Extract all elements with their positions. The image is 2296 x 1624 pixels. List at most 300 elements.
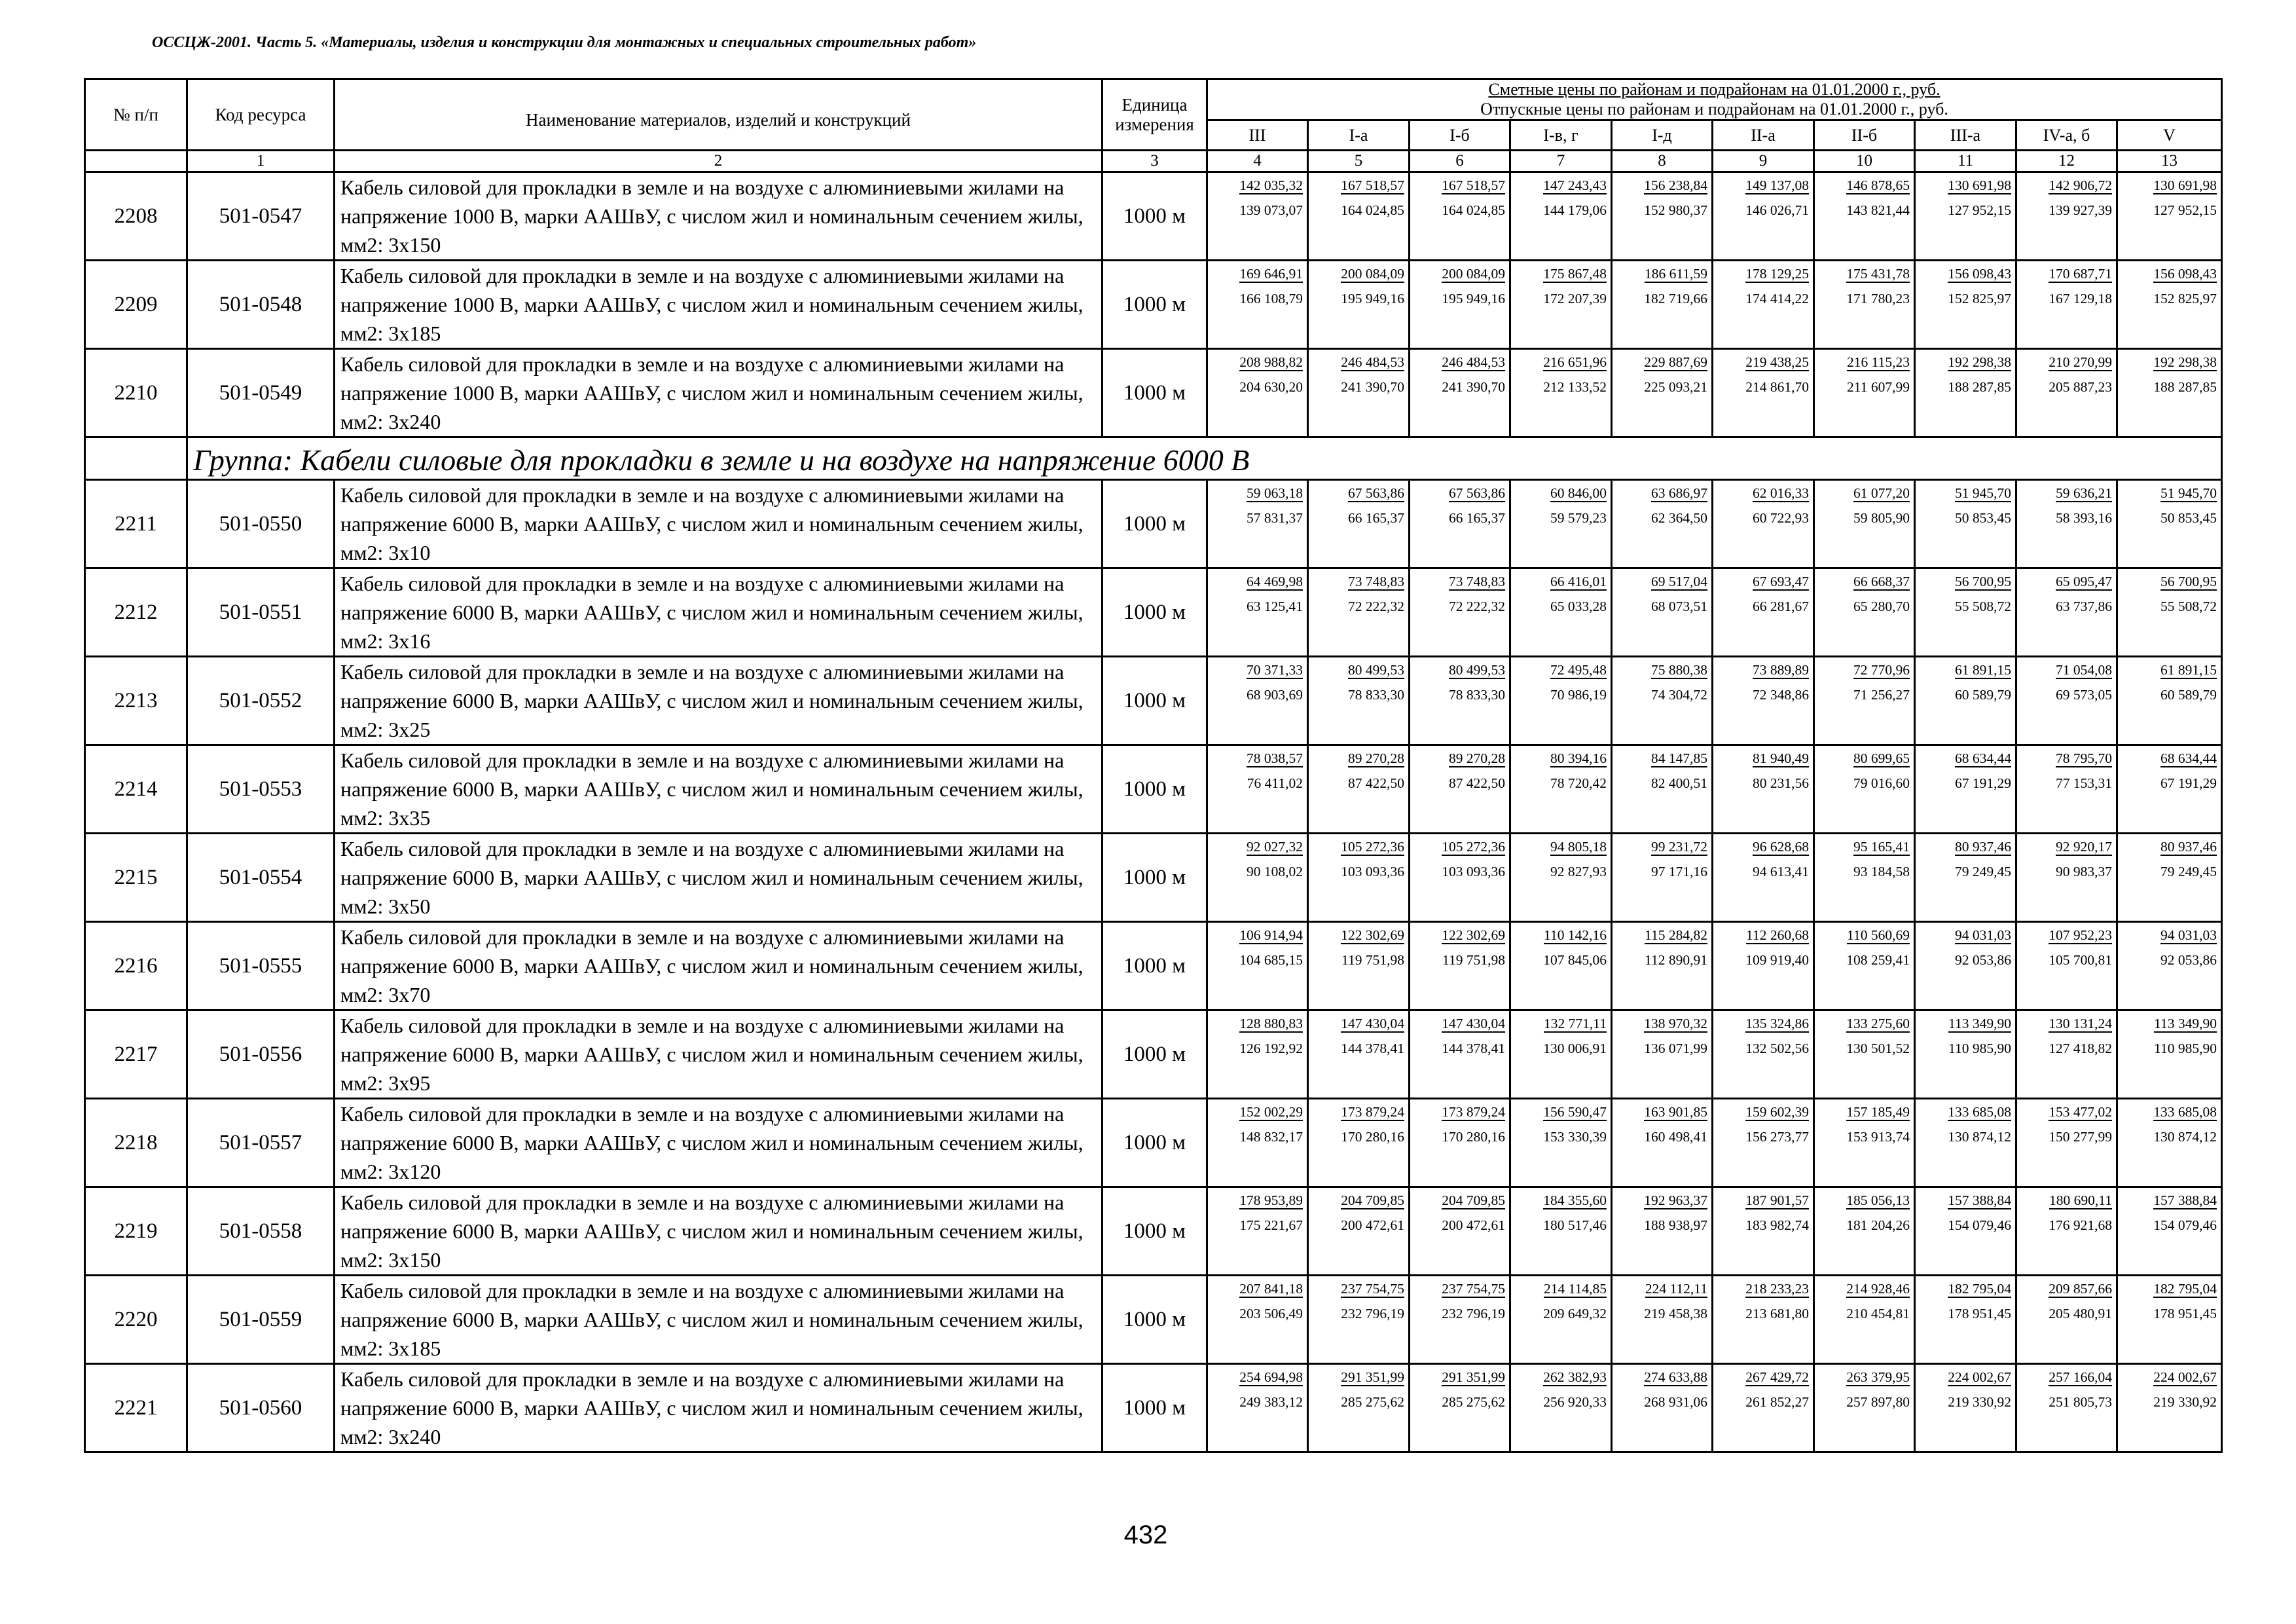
estimated-price	[1512, 1102, 1607, 1122]
estimated-price-value: 209 857,66	[2049, 1281, 2112, 1297]
estimated-price-value: 291 351,99	[1442, 1369, 1505, 1385]
estimated-price	[1816, 925, 1910, 945]
region-header: V	[2117, 120, 2222, 151]
estimated-price-value: 59 063,18	[1247, 485, 1303, 501]
estimated-price-value: 152 002,29	[1239, 1104, 1303, 1120]
estimated-price	[2119, 660, 2217, 680]
release-price: 126 192,92	[1239, 1041, 1303, 1056]
release-price: 68 903,69	[1247, 687, 1303, 703]
price-cell	[1915, 568, 2016, 657]
estimated-price-value: 156 590,47	[1543, 1104, 1607, 1120]
price-cell	[1713, 1099, 1814, 1187]
estimated-price-value: 94 805,18	[1550, 839, 1607, 855]
estimated-price-value: 147 430,04	[1442, 1016, 1505, 1031]
estimated-price	[2119, 925, 2217, 945]
price-cell	[1308, 480, 1410, 568]
price-cell	[1308, 172, 1410, 261]
estimated-price-value: 147 243,43	[1543, 177, 1607, 193]
table-row	[85, 922, 2222, 1010]
estimated-price	[2119, 1190, 2217, 1210]
estimated-price	[1816, 1279, 1910, 1299]
column-number-empty	[85, 151, 187, 172]
release-price: 180 517,46	[1543, 1217, 1607, 1233]
region-header: I-д	[1612, 120, 1713, 151]
unit-of-measure: 1000 м	[1102, 922, 1207, 1010]
unit-of-measure: 1000 м	[1102, 1364, 1207, 1452]
column-number: 10	[1814, 151, 1915, 172]
price-cell	[1612, 1364, 1713, 1452]
estimated-price-value: 60 846,00	[1550, 485, 1607, 501]
release-price: 225 093,21	[1644, 379, 1707, 395]
estimated-price-value: 64 469,98	[1247, 574, 1303, 589]
estimated-price	[2018, 483, 2112, 503]
release-price: 175 221,67	[1239, 1217, 1303, 1233]
price-cell	[1814, 1187, 1915, 1276]
resource-code: 501-0556	[187, 1010, 335, 1099]
estimated-price	[2119, 837, 2217, 857]
release-price: 219 458,38	[1644, 1306, 1707, 1321]
release-price: 76 411,02	[1247, 775, 1303, 791]
material-name: Кабель силовой для прокладки в земле и на воздухе с алюминиевыми жилами на напряжение 6000 В, марки ААШвУ, с числом жил и номинальным сечением жилы, мм2: 3х185	[335, 1276, 1102, 1364]
estimated-price-value: 59 636,21	[2056, 485, 2112, 501]
release-price: 72 348,86	[1753, 687, 1809, 703]
rows-1000v	[85, 172, 2222, 437]
price-cell	[2016, 1364, 2117, 1452]
row-number: 2219	[85, 1187, 187, 1276]
estimated-price	[2018, 352, 2112, 372]
estimated-price-value: 257 166,04	[2049, 1369, 2112, 1385]
material-name: Кабель силовой для прокладки в земле и на воздухе с алюминиевыми жилами на напряжение 1000 В, марки ААШвУ, с числом жил и номинальным сечением жилы, мм2: 3х185	[335, 261, 1102, 349]
price-cell	[1713, 922, 1814, 1010]
price-cell	[2016, 349, 2117, 437]
estimated-price	[1715, 572, 1809, 591]
column-number: 8	[1612, 151, 1713, 172]
release-price: 80 231,56	[1753, 775, 1809, 791]
release-price: 67 191,29	[2160, 775, 2217, 791]
estimated-price-value: 224 002,67	[2153, 1369, 2217, 1385]
price-cell	[2117, 172, 2222, 261]
estimated-price	[1310, 925, 1404, 945]
price-cell	[1814, 261, 1915, 349]
estimated-price-value: 112 260,68	[1746, 927, 1809, 943]
unit-of-measure: 1000 м	[1102, 834, 1207, 922]
release-price: 109 919,40	[1745, 952, 1809, 968]
release-price: 119 751,98	[1442, 952, 1505, 968]
price-cell	[1308, 1187, 1410, 1276]
estimated-price	[1412, 1014, 1505, 1033]
release-price: 66 281,67	[1753, 599, 1809, 614]
price-cell	[1308, 568, 1410, 657]
price-cell	[2117, 261, 2222, 349]
release-price: 67 191,29	[1955, 775, 2011, 791]
estimated-price	[1412, 1279, 1505, 1299]
release-price: 183 982,74	[1745, 1217, 1809, 1233]
release-price: 92 053,86	[1955, 952, 2011, 968]
estimated-price	[2119, 1279, 2217, 1299]
release-price: 257 897,80	[1846, 1394, 1910, 1410]
estimated-price	[1209, 925, 1303, 945]
estimated-price-value: 200 084,09	[1442, 266, 1505, 282]
estimated-price-value: 113 349,90	[1948, 1016, 2011, 1031]
price-cell	[2016, 1010, 2117, 1099]
estimated-price-value: 219 438,25	[1745, 354, 1809, 370]
price-cell	[1814, 1276, 1915, 1364]
price-cell	[1713, 261, 1814, 349]
price-cell	[1410, 834, 1510, 922]
row-number: 2217	[85, 1010, 187, 1099]
release-price: 90 108,02	[1247, 864, 1303, 879]
price-cell	[1308, 1099, 1410, 1187]
release-price: 172 207,39	[1543, 291, 1607, 306]
estimated-price	[2018, 1279, 2112, 1299]
price-cell	[1308, 1364, 1410, 1452]
price-cell	[1713, 480, 1814, 568]
estimated-price-value: 180 690,11	[2049, 1192, 2112, 1208]
estimated-price	[1310, 483, 1404, 503]
unit-of-measure: 1000 м	[1102, 745, 1207, 834]
estimated-price-value: 216 115,23	[1847, 354, 1910, 370]
release-price: 63 125,41	[1247, 599, 1303, 614]
estimated-price-value: 170 687,71	[2049, 266, 2112, 282]
estimated-price-value: 62 016,33	[1753, 485, 1809, 501]
release-price: 87 422,50	[1449, 775, 1505, 791]
release-price: 171 780,23	[1846, 291, 1910, 306]
estimated-price	[1816, 1102, 1910, 1122]
estimated-price-value: 192 298,38	[2153, 354, 2217, 370]
estimated-price	[1917, 175, 2011, 195]
release-price: 210 454,81	[1846, 1306, 1910, 1321]
resource-code: 501-0548	[187, 261, 335, 349]
price-cell	[2117, 1276, 2222, 1364]
estimated-price-value: 115 284,82	[1645, 927, 1707, 943]
price-cell	[1410, 1099, 1510, 1187]
price-cell	[1207, 1187, 1308, 1276]
estimated-price-value: 178 129,25	[1745, 266, 1809, 282]
estimated-price	[1310, 660, 1404, 680]
unit-of-measure: 1000 м	[1102, 657, 1207, 745]
estimated-price-value: 73 748,83	[1348, 574, 1404, 589]
price-cell	[1915, 261, 2016, 349]
resource-code: 501-0559	[187, 1276, 335, 1364]
release-price: 178 951,45	[2153, 1306, 2217, 1321]
estimated-price-value: 72 495,48	[1550, 662, 1607, 678]
material-name: Кабель силовой для прокладки в земле и на воздухе с алюминиевыми жилами на напряжение 6000 В, марки ААШвУ, с числом жил и номинальным сечением жилы, мм2: 3х150	[335, 1187, 1102, 1276]
estimated-price-value: 214 114,85	[1544, 1281, 1607, 1297]
estimated-price-value: 167 518,57	[1442, 177, 1505, 193]
estimated-price-value: 185 056,13	[1846, 1192, 1910, 1208]
release-price: 68 073,51	[1651, 599, 1707, 614]
estimated-price-value: 92 027,32	[1247, 839, 1303, 855]
release-price: 143 821,44	[1846, 202, 1910, 218]
row-number: 2211	[85, 480, 187, 568]
estimated-price-value: 169 646,91	[1239, 266, 1303, 282]
price-cell	[2016, 1276, 2117, 1364]
resource-code: 501-0551	[187, 568, 335, 657]
release-price: 170 280,16	[1442, 1129, 1505, 1145]
price-cell	[1410, 568, 1510, 657]
estimated-price	[1209, 1102, 1303, 1122]
release-price: 152 980,37	[1644, 202, 1707, 218]
estimated-price	[2018, 660, 2112, 680]
estimated-price	[1310, 175, 1404, 195]
estimated-price-value: 146 878,65	[1846, 177, 1910, 193]
release-price: 72 222,32	[1449, 599, 1505, 614]
release-price: 205 480,91	[2049, 1306, 2112, 1321]
estimated-price	[1917, 837, 2011, 857]
material-name: Кабель силовой для прокладки в земле и на воздухе с алюминиевыми жилами на напряжение 6000 В, марки ААШвУ, с числом жил и номинальным сечением жилы, мм2: 3х95	[335, 1010, 1102, 1099]
release-price: 268 931,06	[1644, 1394, 1707, 1410]
price-cell	[1612, 1276, 1713, 1364]
estimated-price	[1816, 175, 1910, 195]
estimated-price-value: 122 302,69	[1442, 927, 1505, 943]
estimated-price-value: 78 038,57	[1247, 750, 1303, 766]
release-price: 178 951,45	[1948, 1306, 2011, 1321]
release-price: 160 498,41	[1644, 1129, 1707, 1145]
estimated-price-value: 262 382,93	[1543, 1369, 1607, 1385]
estimated-price-value: 65 095,47	[2056, 574, 2112, 589]
price-cell	[1410, 349, 1510, 437]
estimated-price	[1512, 1014, 1607, 1033]
release-price: 209 649,32	[1543, 1306, 1607, 1321]
release-price: 136 071,99	[1644, 1041, 1707, 1056]
estimated-price-value: 163 901,85	[1644, 1104, 1707, 1120]
price-cell	[1207, 745, 1308, 834]
estimated-price	[1816, 1367, 1910, 1387]
estimated-price-value: 142 906,72	[2049, 177, 2112, 193]
estimated-price	[2119, 1014, 2217, 1033]
release-price: 195 949,16	[1341, 291, 1404, 306]
table-row	[85, 745, 2222, 834]
release-price: 69 573,05	[2056, 687, 2112, 703]
row-number: 2218	[85, 1099, 187, 1187]
estimated-price	[1412, 264, 1505, 284]
header-n: № п/п	[85, 79, 187, 151]
price-cell	[2016, 261, 2117, 349]
estimated-price	[1614, 748, 1707, 768]
estimated-price-value: 75 880,38	[1651, 662, 1707, 678]
price-cell	[1915, 349, 2016, 437]
release-price: 176 921,68	[2049, 1217, 2112, 1233]
estimated-price	[1917, 1102, 2011, 1122]
estimated-price-value: 208 988,82	[1239, 354, 1303, 370]
release-price: 213 681,80	[1745, 1306, 1809, 1321]
estimated-price	[1209, 264, 1303, 284]
price-cell	[1308, 745, 1410, 834]
estimated-price	[1512, 748, 1607, 768]
estimated-price	[1412, 572, 1505, 591]
estimated-price	[1614, 572, 1707, 591]
header-prices-estimated: Сметные цены по районам и подрайонам на 01.01.2000 г., руб.	[1488, 80, 1941, 99]
estimated-price-value: 96 628,68	[1753, 839, 1809, 855]
price-cell	[1308, 834, 1410, 922]
estimated-price	[1412, 1102, 1505, 1122]
release-price: 144 378,41	[1442, 1041, 1505, 1056]
price-cell	[1915, 1099, 2016, 1187]
release-price: 59 579,23	[1550, 510, 1607, 526]
release-price: 130 501,52	[1846, 1041, 1910, 1056]
estimated-price-value: 128 880,83	[1239, 1016, 1303, 1031]
price-cell	[1207, 261, 1308, 349]
estimated-price	[1816, 264, 1910, 284]
unit-of-measure: 1000 м	[1102, 1010, 1207, 1099]
estimated-price-value: 182 795,04	[2153, 1281, 2217, 1297]
estimated-price-value: 78 795,70	[2056, 750, 2112, 766]
table-row	[85, 1364, 2222, 1452]
estimated-price	[1614, 1102, 1707, 1122]
group-title: Группа: Кабели силовые для прокладки в земле и на воздухе на напряжение 6000 В	[187, 437, 2222, 480]
estimated-price	[2018, 837, 2112, 857]
table-row	[85, 834, 2222, 922]
estimated-price	[1715, 1279, 1809, 1299]
estimated-price	[1209, 1279, 1303, 1299]
estimated-price	[1512, 175, 1607, 195]
price-cell	[1308, 261, 1410, 349]
estimated-price	[1512, 1190, 1607, 1210]
estimated-price-value: 80 699,65	[1853, 750, 1910, 766]
estimated-price	[1917, 1279, 2011, 1299]
price-cell	[1713, 1010, 1814, 1099]
release-price: 130 874,12	[1948, 1129, 2011, 1145]
release-price: 79 016,60	[1853, 775, 1910, 791]
resource-code: 501-0553	[187, 745, 335, 834]
material-name: Кабель силовой для прокладки в земле и на воздухе с алюминиевыми жилами на напряжение 6000 В, марки ААШвУ, с числом жил и номинальным сечением жилы, мм2: 3х50	[335, 834, 1102, 922]
unit-of-measure: 1000 м	[1102, 1099, 1207, 1187]
price-cell	[1915, 1276, 2016, 1364]
price-cell	[1510, 834, 1612, 922]
price-cell	[1410, 261, 1510, 349]
estimated-price-value: 67 563,86	[1449, 485, 1505, 501]
estimated-price-value: 192 298,38	[1948, 354, 2011, 370]
estimated-price	[1816, 1190, 1910, 1210]
group-empty-cell	[85, 437, 187, 480]
release-price: 285 275,62	[1442, 1394, 1505, 1410]
release-price: 62 364,50	[1651, 510, 1707, 526]
price-cell	[1713, 568, 1814, 657]
price-cell	[1713, 1187, 1814, 1276]
release-price: 164 024,85	[1341, 202, 1404, 218]
estimated-price-value: 210 270,99	[2049, 354, 2112, 370]
group-row	[85, 437, 2222, 480]
price-cell	[1713, 745, 1814, 834]
estimated-price	[2018, 1102, 2112, 1122]
price-cell	[1814, 568, 1915, 657]
release-price: 181 204,26	[1846, 1217, 1910, 1233]
price-cell	[1713, 657, 1814, 745]
estimated-price-value: 133 685,08	[1948, 1104, 2011, 1120]
estimated-price	[1209, 748, 1303, 768]
estimated-price	[2119, 1102, 2217, 1122]
release-price: 112 890,91	[1645, 952, 1707, 968]
estimated-price-value: 92 920,17	[2056, 839, 2112, 855]
estimated-price-value: 175 431,78	[1846, 266, 1910, 282]
estimated-price-value: 186 611,59	[1645, 266, 1707, 282]
estimated-price-value: 61 891,15	[1955, 662, 2011, 678]
region-header: I-в, г	[1510, 120, 1612, 151]
price-cell	[2016, 172, 2117, 261]
release-price: 139 073,07	[1239, 202, 1303, 218]
release-price: 154 079,46	[1948, 1217, 2011, 1233]
release-price: 104 685,15	[1239, 952, 1303, 968]
price-cell	[1510, 1099, 1612, 1187]
estimated-price-value: 147 430,04	[1341, 1016, 1404, 1031]
release-price: 154 079,46	[2153, 1217, 2217, 1233]
release-price: 63 737,86	[2056, 599, 2112, 614]
estimated-price	[2119, 572, 2217, 591]
price-cell	[1915, 172, 2016, 261]
release-price: 195 949,16	[1442, 291, 1505, 306]
price-cell	[2016, 745, 2117, 834]
estimated-price	[1614, 483, 1707, 503]
estimated-price-value: 106 914,94	[1239, 927, 1303, 943]
price-cell	[1207, 1364, 1308, 1452]
release-price: 87 422,50	[1348, 775, 1404, 791]
price-cell	[2117, 349, 2222, 437]
price-cell	[1814, 480, 1915, 568]
estimated-price-value: 138 970,32	[1644, 1016, 1707, 1031]
price-cell	[2117, 834, 2222, 922]
estimated-price	[1614, 925, 1707, 945]
table-row	[85, 1276, 2222, 1364]
price-cell	[1814, 657, 1915, 745]
price-cell	[2016, 568, 2117, 657]
estimated-price	[1209, 1367, 1303, 1387]
release-price: 78 833,30	[1449, 687, 1505, 703]
release-price: 65 280,70	[1853, 599, 1910, 614]
price-cell	[1410, 657, 1510, 745]
row-number: 2215	[85, 834, 187, 922]
estimated-price	[1512, 1279, 1607, 1299]
estimated-price-value: 224 002,67	[1948, 1369, 2011, 1385]
release-price: 50 853,45	[2160, 510, 2217, 526]
estimated-price-value: 274 633,88	[1644, 1369, 1707, 1385]
estimated-price	[2119, 352, 2217, 372]
unit-of-measure: 1000 м	[1102, 172, 1207, 261]
price-cell	[1612, 1010, 1713, 1099]
price-cell	[1915, 1010, 2016, 1099]
release-price: 232 796,19	[1442, 1306, 1505, 1321]
estimated-price-value: 184 355,60	[1543, 1192, 1607, 1208]
estimated-price	[1715, 264, 1809, 284]
price-cell	[1308, 657, 1410, 745]
estimated-price	[1209, 1014, 1303, 1033]
estimated-price-value: 56 700,95	[2160, 574, 2217, 589]
estimated-price	[1614, 1014, 1707, 1033]
price-cell	[1915, 657, 2016, 745]
estimated-price	[2119, 264, 2217, 284]
estimated-price-value: 89 270,28	[1449, 750, 1505, 766]
column-number: 13	[2117, 151, 2222, 172]
column-number: 7	[1510, 151, 1612, 172]
estimated-price	[1816, 1014, 1910, 1033]
release-price: 144 378,41	[1341, 1041, 1404, 1056]
estimated-price-value: 192 963,37	[1644, 1192, 1707, 1208]
release-price: 60 589,79	[1955, 687, 2011, 703]
estimated-price-value: 175 867,48	[1543, 266, 1607, 282]
estimated-price-value: 246 484,53	[1442, 354, 1505, 370]
price-cell	[1308, 1276, 1410, 1364]
estimated-price-value: 214 928,46	[1846, 1281, 1910, 1297]
resource-code: 501-0558	[187, 1187, 335, 1276]
estimated-price-value: 122 302,69	[1341, 927, 1404, 943]
estimated-price	[1412, 925, 1505, 945]
estimated-price	[2018, 572, 2112, 591]
estimated-price	[1715, 837, 1809, 857]
price-cell	[1410, 1276, 1510, 1364]
region-header: II-а	[1713, 120, 1814, 151]
release-price: 203 506,49	[1239, 1306, 1303, 1321]
estimated-price-value: 80 499,53	[1449, 662, 1505, 678]
estimated-price	[1614, 1367, 1707, 1387]
